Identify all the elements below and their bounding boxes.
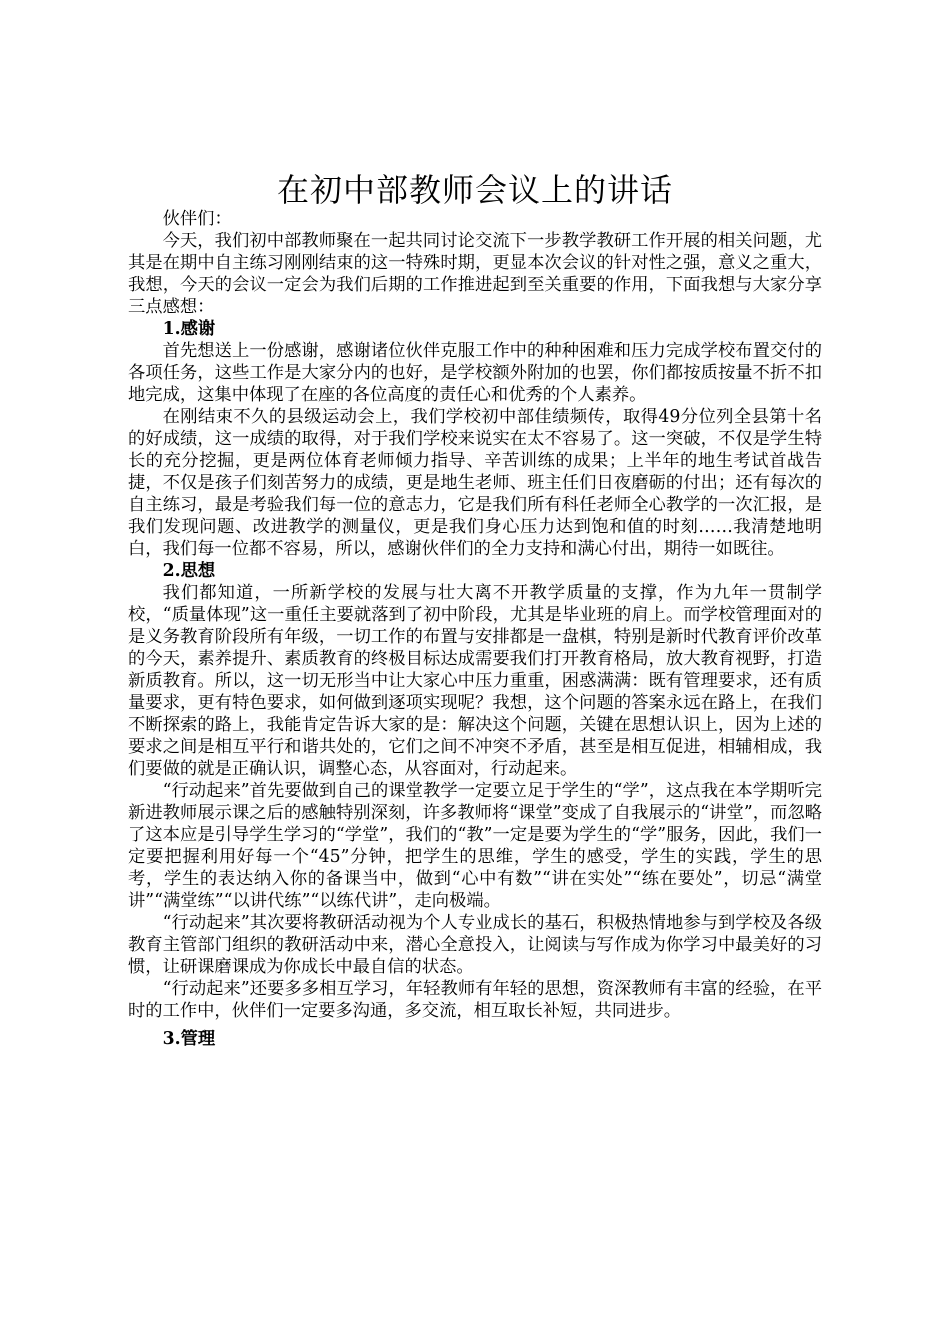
paragraph: 我们都知道，一所新学校的发展与壮大离不开教学质量的支撑，作为九年一贯制学校，“质量体现”这一重任主要就落到了初中阶段，尤其是毕业班的肩上。而学校管理面对的是义务教育阶段所有年级，一切工作的布置与安排都是一盘棋，特别是新时代教育评价改革的今天，素养提升、素质教育的终极目标达成需要我们打开教育格局，放大教育视野，打造新质教育。所以，这一切无形当中让大家心中压力重重，困惑满满：既有管理要求，还有质量要求，更有特色要求，如何做到逐项实现呢？我想，这个问题的答案永远在路上，在我们不断探索的路上，我能肯定告诉大家的是：解决这个问题，关键在思想认识上，因为上述的要求之间是相互平行和谐共处的，它们之间不冲突不矛盾，甚至是相互促进，相辅相成，我们要做的就是正确认识，调整心态，从容面对，行动起来。 [128, 583, 822, 779]
document-title: 在初中部教师会议上的讲话 [276, 171, 673, 209]
section-heading-thanks: 1.感谢 [162, 319, 216, 339]
salutation: 伙伴们： [162, 209, 232, 229]
paragraph: “行动起来”首先要做到自己的课堂教学一定要立足于学生的“学”，这点我在本学期听完新进教师展示课之后的感触特别深刻，许多教师将“课堂”变成了自我展示的“讲堂”，而忽略了这本应是引导学生学习的“学堂”，我们的“教”一定是要为学生的“学”服务，因此，我们一定要把握利用好每一个“45”分钟，把学生的思维，学生的感受，学生的实践，学生的思考，学生的表达纳入你的备课当中，做到“心中有数”“讲在实处”“练在要处”，切忌“满堂讲”“满堂练”“以讲代练”“以练代讲”，走向极端。 [128, 781, 822, 911]
intro-paragraph: 今天，我们初中部教师聚在一起共同讨论交流下一步教学教研工作开展的相关问题，尤其是在期中自主练习刚刚结束的这一特殊时期，更显本次会议的针对性之强，意义之重大，我想，今天的会议一定会为我们后期的工作推进起到至关重要的作用，下面我想与大家分享三点感想： [128, 231, 822, 317]
paragraph: “行动起来”其次要将教研活动视为个人专业成长的基石，积极热情地参与到学校及各级教育主管部门组织的教研活动中来，潜心全意投入，让阅读与写作成为你学习中最美好的习惯，让研课磨课成为你成长中最自信的状态。 [128, 913, 822, 977]
document-page [128, 168, 822, 1050]
paragraph: “行动起来”还要多多相互学习，年轻教师有年轻的思想，资深教师有丰富的经验，在平时的工作中，伙伴们一定要多沟通，多交流，相互取长补短，共同进步。 [128, 979, 822, 1021]
section-heading-thinking: 2.思想 [162, 561, 216, 581]
section-heading-management: 3.管理 [162, 1029, 216, 1049]
paragraph: 首先想送上一份感谢，感谢诸位伙伴克服工作中的种种困难和压力完成学校布置交付的各项任务，这些工作是大家分内的也好，是学校额外附加的也罢，你们都按质按量不折不扣地完成，这集中体现了在座的各位高度的责任心和优秀的个人素养。 [128, 341, 822, 405]
paragraph: 在刚结束不久的县级运动会上，我们学校初中部佳绩频传，取得49分位列全县第十名的好成绩，这一成绩的取得，对于我们学校来说实在太不容易了。这一突破，不仅是学生特长的充分挖掘，更是两位体育老师倾力指导、辛苦训练的成果；上半年的地生考试首战告捷，不仅是孩子们刻苦努力的成绩，更是地生老师、班主任们日夜磨砺的付出；还有每次的自主练习，最是考验我们每一位的意志力，它是我们所有科任老师全心教学的一次汇报，是我们发现问题、改进教学的测量仪，更是我们身心压力达到饱和值的时刻……我清楚地明白，我们每一位都不容易，所以，感谢伙伴们的全力支持和满心付出，期待一如既往。 [128, 407, 822, 559]
